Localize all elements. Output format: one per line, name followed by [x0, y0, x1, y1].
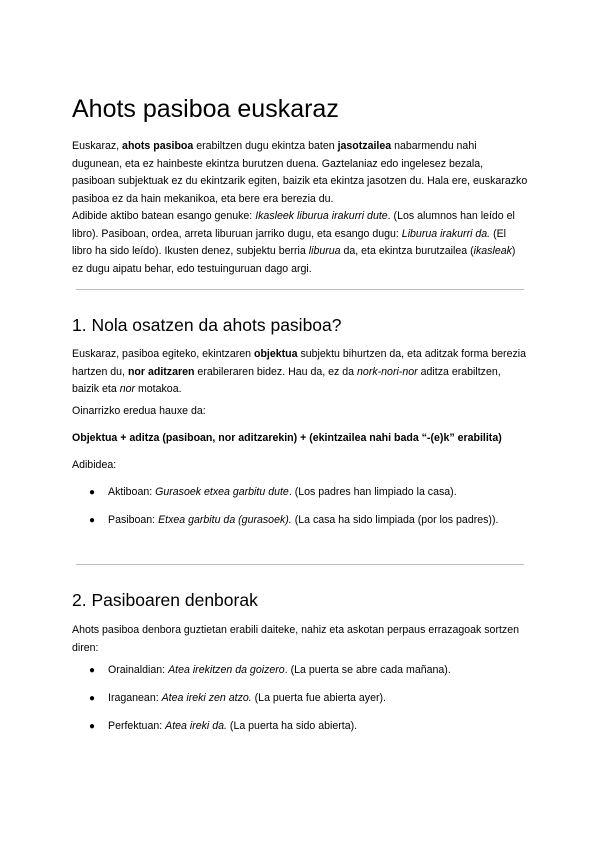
examples-label: Adibidea:	[72, 459, 117, 471]
bold-term: jasotzailea	[337, 140, 392, 152]
intro-paragraph-2	[72, 208, 528, 278]
bold-term: objektua	[253, 348, 298, 360]
text-run: motakoa.	[135, 383, 182, 395]
bold-term: ahots pasiboa	[122, 140, 194, 152]
section-1-paragraph-2: Oinarrizko eredua hauxe da:	[72, 405, 206, 417]
italic-example: Gurasoek etxea garbitu dute	[155, 486, 289, 498]
passive-formula: Objektua + aditza (pasiboan, nor aditzarekin) + (ekintzailea nahi bada “-(e)k” erabilita)	[72, 432, 502, 444]
text-run: erabileraren bidez. Hau da, ez da	[194, 365, 358, 378]
italic-example: Atea irekitzen da goizero	[168, 664, 285, 676]
text-run: . (Los alumnos han leído el libro). Pasiboan, ordea, arreta liburuan jarriko dugu, eta esango dugu:	[72, 210, 515, 240]
section-divider-2	[76, 564, 524, 565]
bullet-icon: ●	[89, 515, 96, 526]
text-run: Adibide aktibo batean esango genuke:	[72, 210, 256, 222]
text-run: (La puerta ha sido abierta).	[226, 720, 358, 732]
list-item	[72, 690, 528, 708]
list-item	[72, 718, 528, 736]
text-run: ) ez dugu aipatu behar, edo testuinguruan dago argi.	[72, 245, 516, 275]
text-run: Pasiboan:	[108, 514, 159, 526]
italic-example: Liburua irakurri da.	[401, 227, 491, 240]
tenses-list	[72, 662, 528, 736]
text-run: Orainaldian:	[108, 664, 169, 676]
text-run: Aktiboan:	[108, 486, 156, 498]
list-item	[72, 662, 528, 680]
italic-example: Atea ireki da.	[165, 720, 227, 732]
text-run: (El libro ha sido leído). Ikusten denez, subjektu berria	[72, 227, 507, 257]
intro-paragraph-1	[72, 138, 528, 208]
text-run: Perfektuan:	[108, 720, 166, 732]
text-run: erabiltzen dugu ekintza baten	[193, 140, 338, 152]
section-2-paragraph-1: Ahots pasiboa denbora guztietan erabili daiteke, nahiz eta askotan perpaus errazagoak sortzen diren:	[72, 624, 519, 654]
bullet-icon: ●	[89, 721, 96, 732]
text-run: . (La puerta se abre cada mañana).	[284, 664, 451, 676]
text-run: da, eta ekintza burutzailea (	[340, 245, 474, 257]
text-run: nabarmendu nahi dugunean, eta ez hainbeste ekintza burutzen duena. Gaztelaniaz edo ingelesez bezala, pasiboan subjektuak ez du ekintzarik egiten, baizik eta ekintza jasotzen du. Hala ere, euskarazko pasiboa ez da hain mekanikoa, eta bere era berezia du.	[72, 140, 528, 205]
italic-example: nor	[119, 383, 136, 395]
text-run: subjektu bihurtzen da, eta aditzak forma berezia hartzen du,	[72, 348, 527, 378]
text-run: aditza erabiltzen, baizik eta	[72, 365, 501, 395]
section-divider-1	[76, 289, 524, 290]
document-title: Ahots pasiboa euskaraz	[72, 95, 339, 123]
text-run: Iraganean:	[108, 692, 162, 704]
bullet-icon: ●	[89, 665, 96, 676]
text-run: (La puerta fue abierta ayer).	[251, 692, 386, 704]
examples-list	[72, 484, 528, 530]
section-1-paragraph-1	[72, 346, 528, 399]
text-run: . (Los padres han limpiado la casa).	[288, 486, 457, 498]
italic-example: nork-nori-nor	[357, 365, 418, 378]
section-1-heading: 1. Nola osatzen da ahots pasiboa?	[72, 315, 342, 335]
italic-example: Ikasleek liburua irakurri dute	[255, 210, 388, 222]
text-run: (La casa ha sido limpiada (por los padres)).	[291, 514, 499, 526]
bullet-icon: ●	[89, 693, 96, 704]
italic-example: Atea ireki zen atzo.	[161, 692, 252, 704]
italic-example: ikasleak	[473, 245, 512, 257]
list-item	[72, 512, 528, 530]
bold-term: nor aditzaren	[127, 365, 195, 378]
bullet-icon: ●	[89, 487, 96, 498]
list-item	[72, 484, 528, 502]
text-run: Euskaraz, pasiboa egiteko, ekintzaren	[72, 348, 254, 360]
text-run: Euskaraz,	[72, 140, 123, 152]
italic-example: liburua	[308, 245, 341, 257]
section-2-heading: 2. Pasiboaren denborak	[72, 590, 258, 610]
italic-example: Etxea garbitu da (gurasoek).	[158, 514, 292, 526]
